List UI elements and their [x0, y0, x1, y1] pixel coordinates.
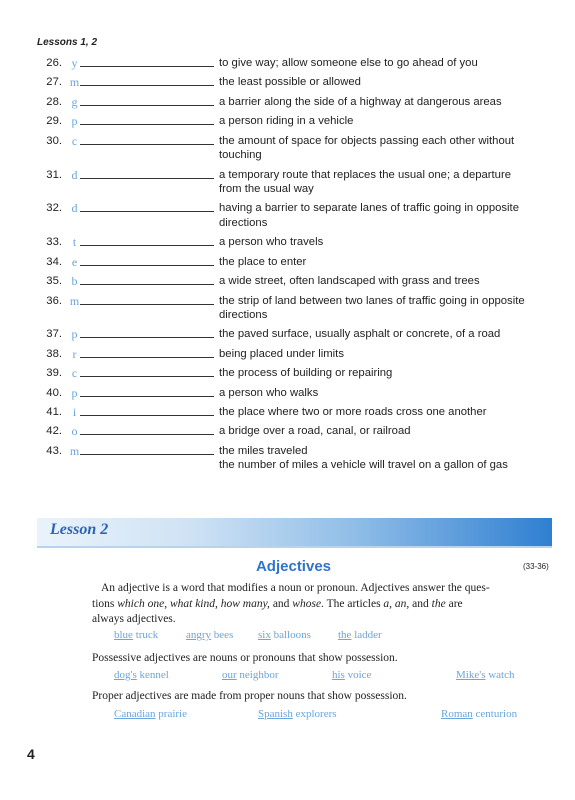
vocab-number: 27. [46, 76, 62, 89]
definition-line: directions [219, 216, 268, 229]
section-header: Lessons 1, 2 [37, 37, 98, 48]
vocab-definition [219, 114, 549, 129]
example-adjective: the [338, 629, 352, 641]
vocab-hint-letter: m [69, 75, 80, 90]
example-phrase [114, 708, 187, 720]
example-phrase [114, 629, 158, 641]
vocab-hint-letter: o [71, 424, 78, 439]
example-adjective: Canadian [114, 708, 156, 720]
example-phrase [441, 708, 517, 720]
vocab-number: 35. [46, 275, 62, 288]
vocab-number: 28. [46, 95, 62, 108]
example-adjective: six [258, 629, 271, 641]
vocab-hint-letter: p [71, 114, 78, 129]
answer-blank[interactable] [80, 294, 214, 305]
answer-blank[interactable] [80, 405, 214, 416]
intro-line-1: An adjective is a word that modifies a noun or pronoun. Adjectives answer the ques- [101, 582, 490, 594]
vocab-number: 30. [46, 134, 62, 147]
vocab-hint-letter: m [69, 443, 80, 458]
definition-line: a person who travels [219, 236, 324, 249]
definition-line: the place where two or more roads cross one another [219, 406, 487, 418]
example-adjective: his [332, 669, 345, 681]
definition-line: a barrier along the side of a highway at dangerous areas [219, 95, 502, 108]
vocab-definition [219, 274, 549, 289]
example-adjective: angry [186, 629, 212, 641]
vocab-hint-letter: p [71, 385, 78, 400]
vocab-definition [219, 134, 549, 163]
vocab-definition [219, 444, 549, 473]
example-noun: truck [135, 629, 159, 641]
example-phrase [456, 669, 515, 681]
example-phrase [258, 708, 337, 720]
answer-blank[interactable] [80, 56, 214, 67]
answer-blank[interactable] [80, 201, 214, 212]
definition-line: the least possible or allowed [219, 76, 361, 89]
vocab-number: 40. [46, 386, 62, 399]
vocab-definition [219, 405, 549, 420]
definition-line: a temporary route that replaces the usual one; a departure [219, 168, 512, 181]
vocab-definition [219, 235, 549, 250]
vocab-number: 26. [46, 57, 62, 69]
vocab-hint-letter: m [69, 293, 80, 308]
vocab-number: 34. [46, 255, 62, 268]
vocab-hint-letter: d [71, 201, 78, 216]
possessive-paragraph: Possessive adjectives are nouns or pronouns that show possession. [92, 652, 398, 664]
vocab-number: 36. [46, 294, 62, 307]
vocab-definition [219, 56, 549, 71]
answer-blank[interactable] [80, 386, 214, 397]
definition-line: a bridge over a road, canal, or railroad [219, 425, 411, 438]
definition-line: having a barrier to separate lanes of traffic going in opposite [219, 202, 519, 215]
vocab-hint-letter: y [71, 56, 78, 70]
answer-blank[interactable] [80, 424, 214, 435]
example-phrase [258, 629, 311, 641]
definition-line: a wide street, often landscaped with grass and trees [219, 275, 480, 288]
vocab-hint-letter: c [71, 133, 78, 148]
vocab-hint-letter: b [71, 274, 78, 289]
vocab-definition [219, 95, 549, 110]
vocab-number: 42. [46, 425, 62, 438]
vocab-number: 41. [46, 406, 62, 418]
answer-blank[interactable] [80, 235, 214, 246]
definition-line: directions [219, 309, 268, 321]
definition-line: the strip of land between two lanes of traffic going in opposite [219, 294, 525, 307]
lesson-banner [37, 518, 552, 548]
example-phrase [222, 669, 279, 681]
proper-paragraph: Proper adjectives are made from proper nouns that show possession. [92, 690, 407, 702]
definition-line: touching [219, 149, 262, 162]
example-noun: voice [347, 669, 372, 681]
definition-line: being placed under limits [219, 347, 344, 360]
example-phrase [338, 629, 382, 641]
definition-line: the amount of space for objects passing each other without [219, 134, 515, 147]
vocab-number: 38. [46, 347, 62, 360]
vocab-definition [219, 366, 549, 381]
vocab-number: 33. [46, 236, 62, 249]
vocab-hint-letter: p [71, 327, 78, 342]
example-noun: kennel [139, 669, 169, 681]
example-phrase [332, 669, 371, 681]
vocab-definition [219, 294, 549, 323]
vocab-definition [219, 347, 549, 362]
example-adjective: Roman [441, 708, 473, 720]
vocab-hint-letter: r [72, 346, 77, 361]
example-adjective: our [222, 669, 237, 681]
answer-blank[interactable] [80, 168, 214, 179]
vocab-number: 31. [46, 168, 62, 181]
vocab-definition [219, 386, 549, 401]
example-adjective: dog's [114, 669, 137, 681]
vocab-number: 39. [46, 367, 62, 380]
vocab-number: 29. [46, 115, 62, 128]
answer-blank[interactable] [80, 134, 214, 145]
example-noun: watch [488, 669, 515, 681]
example-noun: ladder [354, 629, 382, 641]
vocab-hint-letter: c [71, 366, 78, 381]
answer-blank[interactable] [80, 255, 214, 266]
example-adjective: Spanish [258, 708, 293, 720]
vocab-number: 43. [46, 444, 62, 457]
example-noun: neighbor [239, 669, 279, 681]
intro-line-2: tions which one, what kind, how many, and whose. The articles a, an, and the are [92, 597, 463, 610]
vocab-hint-letter: i [72, 405, 77, 419]
answer-blank[interactable] [80, 347, 214, 358]
vocab-hint-letter: e [71, 254, 78, 269]
definition-line: a person who walks [219, 386, 319, 399]
definition-line: the miles traveled [219, 444, 308, 457]
example-adjective: blue [114, 629, 133, 641]
answer-blank[interactable] [80, 327, 214, 338]
definition-line: the number of miles a vehicle will travel on a gallon of gas [219, 459, 508, 472]
answer-blank[interactable] [80, 95, 214, 106]
example-noun: prairie [158, 708, 187, 720]
vocab-number: 32. [46, 202, 62, 215]
lesson-title: Adjectives [255, 558, 332, 575]
vocab-hint-letter: d [71, 167, 78, 182]
definition-line: from the usual way [219, 183, 314, 195]
intro-paragraph [92, 581, 512, 628]
lesson-page-range: (33-36) [523, 562, 549, 571]
definition-line: to give way; allow someone else to go ahead of you [219, 57, 478, 69]
example-phrase [186, 629, 233, 641]
vocab-definition [219, 424, 549, 439]
answer-blank[interactable] [80, 75, 214, 86]
example-phrase [114, 669, 169, 681]
answer-blank[interactable] [80, 366, 214, 377]
example-adjective: Mike's [456, 669, 486, 681]
page-number: 4 [27, 746, 35, 762]
definition-line: the paved surface, usually asphalt or concrete, of a road [219, 328, 501, 341]
example-noun: bees [213, 629, 234, 641]
vocab-definition [219, 168, 549, 197]
definition-line: a person riding in a vehicle [219, 115, 354, 128]
definition-line: the process of building or repairing [219, 367, 393, 380]
vocab-number: 37. [46, 328, 62, 341]
answer-blank[interactable] [80, 444, 214, 455]
answer-blank[interactable] [80, 114, 214, 125]
lesson-banner-title: Lesson 2 [50, 521, 109, 538]
example-noun: centurion [475, 708, 518, 720]
vocab-definition [219, 75, 549, 90]
answer-blank[interactable] [80, 274, 214, 285]
definition-line: the place to enter [219, 255, 307, 268]
vocab-definition [219, 327, 549, 342]
vocab-definition [219, 255, 549, 270]
intro-line-3: always adjectives. [92, 613, 176, 625]
vocab-definition [219, 201, 549, 230]
vocab-hint-letter: g [71, 94, 78, 109]
example-noun: balloons [273, 629, 311, 641]
example-noun: explorers [295, 708, 337, 720]
vocab-hint-letter: t [72, 235, 77, 250]
